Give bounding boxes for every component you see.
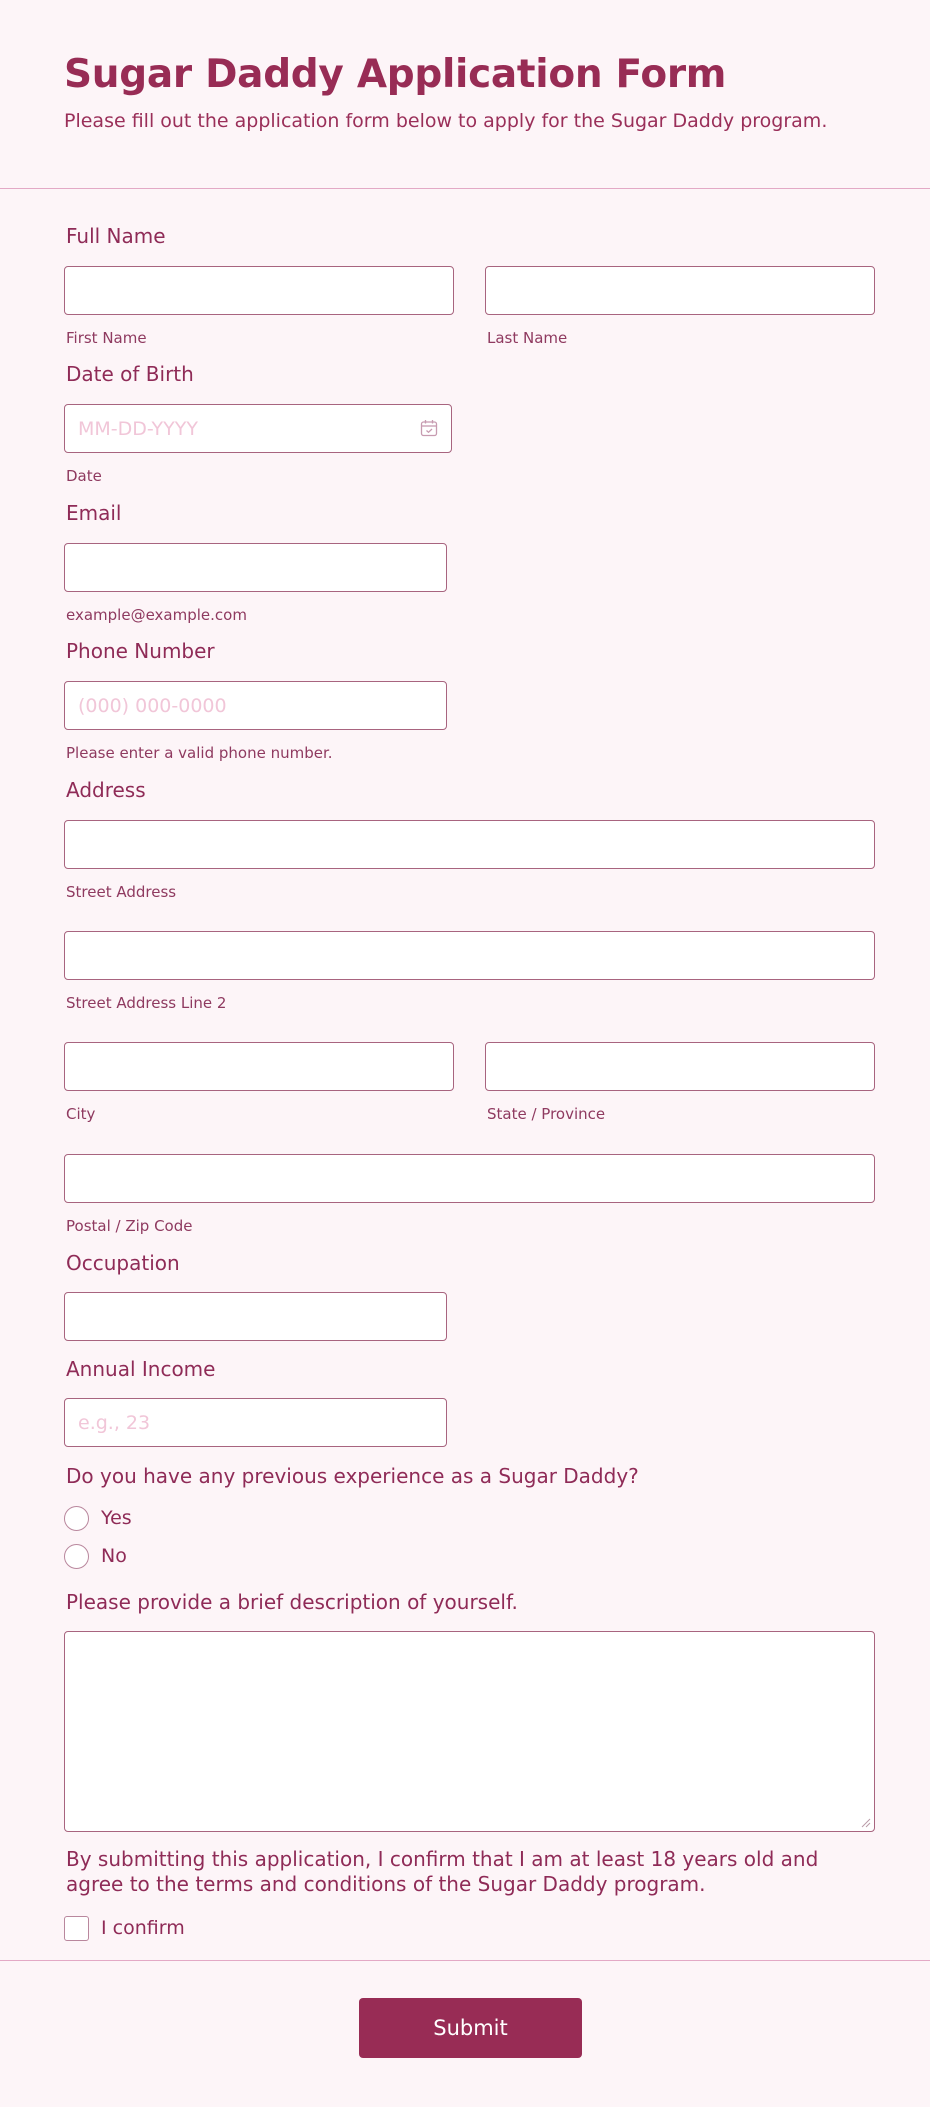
city-sublabel: City xyxy=(66,1105,96,1123)
annual-income-label: Annual Income xyxy=(66,1357,216,1381)
confirm-checkbox-row[interactable] xyxy=(64,1915,185,1941)
email-sublabel: example@example.com xyxy=(66,606,247,624)
experience-option-no[interactable] xyxy=(64,1542,127,1570)
email-input[interactable] xyxy=(64,543,447,592)
occupation-input[interactable] xyxy=(64,1292,447,1341)
form-header xyxy=(0,0,930,189)
street-address-line2-input[interactable] xyxy=(64,931,875,980)
last-name-input[interactable] xyxy=(485,266,875,315)
radio-button-yes[interactable] xyxy=(64,1506,89,1531)
first-name-sublabel: First Name xyxy=(66,329,147,347)
description-textarea[interactable] xyxy=(64,1631,875,1832)
date-of-birth-field xyxy=(64,404,452,453)
date-of-birth-input[interactable] xyxy=(64,404,452,453)
address-label: Address xyxy=(66,778,146,802)
confirm-checkbox-label: I confirm xyxy=(101,1917,185,1939)
state-input[interactable] xyxy=(485,1042,875,1091)
phone-sublabel: Please enter a valid phone number. xyxy=(66,744,333,762)
page-title: Sugar Daddy Application Form xyxy=(64,52,727,97)
radio-label-yes: Yes xyxy=(101,1507,132,1529)
page-subtitle: Please fill out the application form below to apply for the Sugar Daddy program. xyxy=(64,110,828,132)
state-sublabel: State / Province xyxy=(487,1105,606,1123)
date-sublabel: Date xyxy=(66,467,102,485)
street-address-input[interactable] xyxy=(64,820,875,869)
radio-label-no: No xyxy=(101,1545,127,1567)
confirm-checkbox[interactable] xyxy=(64,1916,89,1941)
street-address-sublabel: Street Address xyxy=(66,883,177,901)
phone-label: Phone Number xyxy=(66,639,215,663)
resize-grip-icon[interactable] xyxy=(859,1816,871,1828)
experience-question: Do you have any previous experience as a Sugar Daddy? xyxy=(66,1464,639,1488)
street-address-line2-sublabel: Street Address Line 2 xyxy=(66,994,227,1012)
full-name-label: Full Name xyxy=(66,224,166,248)
phone-input[interactable] xyxy=(64,681,447,730)
annual-income-input[interactable] xyxy=(64,1398,447,1447)
postal-code-input[interactable] xyxy=(64,1154,875,1203)
radio-button-no[interactable] xyxy=(64,1544,89,1569)
footer-divider xyxy=(0,1960,930,1961)
description-label: Please provide a brief description of yourself. xyxy=(66,1590,518,1614)
postal-code-sublabel: Postal / Zip Code xyxy=(66,1217,193,1235)
first-name-input[interactable] xyxy=(64,266,454,315)
city-input[interactable] xyxy=(64,1042,454,1091)
calendar-icon[interactable] xyxy=(420,419,438,437)
occupation-label: Occupation xyxy=(66,1251,180,1275)
email-label: Email xyxy=(66,501,122,525)
date-of-birth-label: Date of Birth xyxy=(66,362,194,386)
experience-option-yes[interactable] xyxy=(64,1504,132,1532)
last-name-sublabel: Last Name xyxy=(487,329,568,347)
submit-button[interactable]: Submit xyxy=(359,1998,582,2058)
confirmation-text: By submitting this application, I confirm that I am at least 18 years old and agree to the terms and conditions of the Sugar Daddy program. xyxy=(66,1847,819,1896)
